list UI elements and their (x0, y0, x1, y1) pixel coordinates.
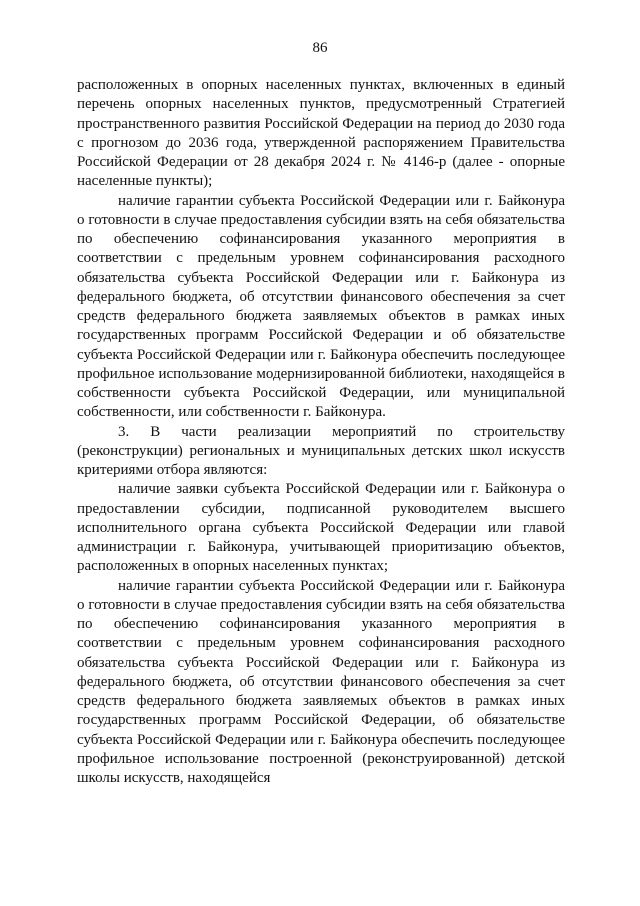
page-number: 86 (312, 40, 328, 56)
paragraph-item-3-heading: 3. В части реализации мероприятий по строительству (реконструкции) региональных и муниципальных детских школ искусств критериями отбора являются: (77, 423, 565, 478)
paragraph-guarantee-library: наличие гарантии субъекта Российской Федерации или г. Байконура о готовности в случае предоставления субсидии взять на себя обязательства по обеспечению софинансирования указанного мероприятия в соответствии с предельным уровнем софинансирования расходного обязательства субъекта Российской Федерации или г. Байконура из федерального бюджета, об отсутствии финансового обеспечения за счет средств федерального бюджета заявляемых объектов в рамках иных государственных программ Российской Федерации и об обязательстве субъекта Российской Федерации или г. Байконура обеспечить последующее профильное использование модернизированной библиотеки, находящейся в собственности субъекта Российской Федерации, или муниципальной собственности, или собственности г. Байконура. (77, 192, 565, 421)
paragraph-guarantee-art-school: наличие гарантии субъекта Российской Федерации или г. Байконура о готовности в случае предоставления субсидии взять на себя обязательства по обеспечению софинансирования указанного мероприятия в соответствии с предельным уровнем софинансирования расходного обязательства субъекта Российской Федерации или г. Байконура из федерального бюджета, об отсутствии финансового обеспечения за счет средств федерального бюджета заявляемых объектов в рамках иных государственных программ Российской Федерации, об обязательстве субъекта Российской Федерации или г. Байконура обеспечить последующее профильное использование построенной (реконструированной) детской школы искусств, находящейся (77, 577, 565, 786)
paragraph-application-requirement: наличие заявки субъекта Российской Федерации или г. Байконура о предоставлении субсидии, подписанной руководителем высшего исполнительного органа субъекта Российской Федерации или главой администрации г. Байконура, учитывающей приоритизацию объектов, расположенных в опорных населенных пунктах; (77, 481, 565, 575)
document-body (77, 76, 565, 788)
paragraph-continuation: расположенных в опорных населенных пунктах, включенных в единый перечень опорных населенных пунктов, предусмотренный Стратегией пространственного развития Российской Федерации на период до 2030 года с прогнозом до 2036 года, утвержденной распоряжением Правительства Российской Федерации от 28 декабря 2024 г. № 4146-р (далее - опорные населенные пункты); (77, 77, 565, 190)
